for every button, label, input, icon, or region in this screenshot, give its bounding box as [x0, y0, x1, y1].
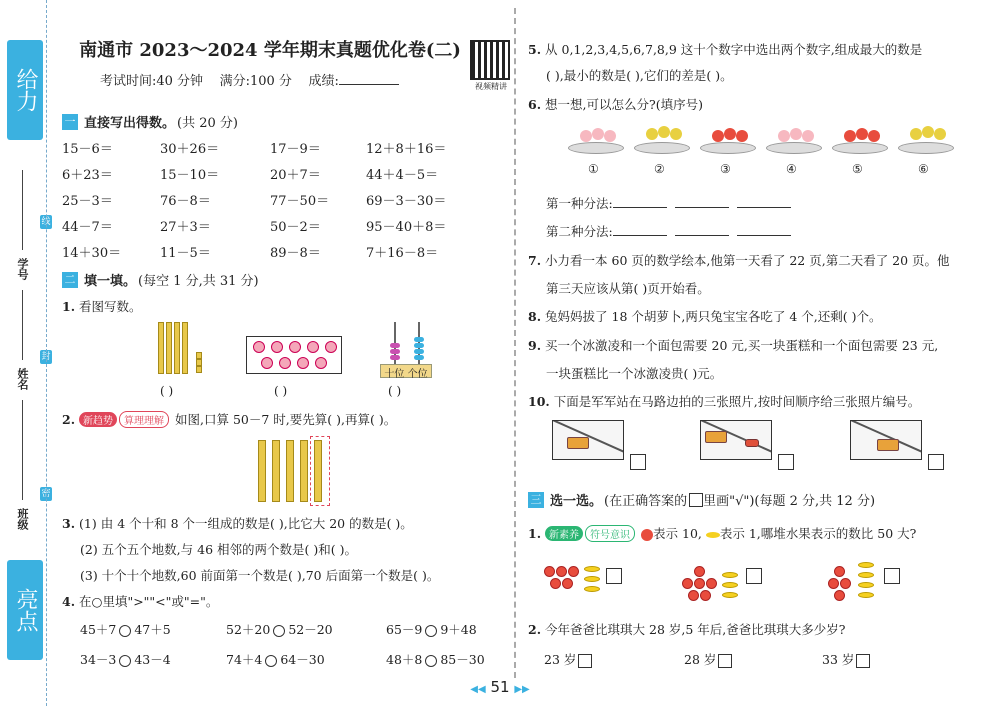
answer-box[interactable] — [746, 568, 762, 584]
peach — [604, 130, 616, 142]
calc-item[interactable]: 44＋4－5＝ — [366, 168, 439, 183]
banana-icon — [858, 592, 874, 598]
section1-header — [62, 112, 238, 131]
plate-number: ① — [588, 162, 599, 176]
method-2 — [546, 222, 799, 240]
answer-box[interactable] — [778, 454, 794, 470]
compare-left: 52＋20 — [226, 622, 271, 637]
bead — [414, 355, 424, 360]
calc-item[interactable]: 30＋26＝ — [160, 142, 220, 157]
prev-arrow-icon: ◀◀ — [470, 684, 486, 695]
option-label: 23 岁 — [544, 652, 577, 667]
compare-left: 45＋7 — [80, 622, 117, 637]
tag-new-literacy: 新素养 — [545, 526, 583, 541]
compare-circle[interactable] — [425, 625, 437, 637]
bead — [414, 337, 424, 342]
apple-icon — [834, 590, 845, 601]
calc-item[interactable]: 15－6＝ — [62, 142, 113, 157]
divider — [22, 290, 23, 360]
apple-icon — [694, 578, 705, 589]
score-label: 成绩: — [308, 74, 339, 89]
exam-time: 考试时间:40 分钟 — [100, 74, 204, 89]
question-2-2: 2. 新趋势 算理理解 如图,口算 50－7 时,要先算( ),再算( )。 — [62, 412, 397, 427]
compare-circle[interactable] — [119, 655, 131, 667]
question-7b: 第三天应该从第( )页开始看。 — [546, 281, 710, 296]
option-1[interactable] — [544, 650, 592, 668]
ten-rod — [166, 322, 172, 374]
q9-text-a: 买一个冰激凌和一个面包需要 20 元,买一块蛋糕和一个面包需要 23 元, — [545, 338, 939, 353]
q8-text: 兔妈妈拔了 18 个胡萝卜,两只兔宝宝各吃了 4 个,还剩( )个。 — [545, 309, 882, 324]
calc-item[interactable]: 44－7＝ — [62, 220, 113, 235]
q3-1-text: (1) 由 4 个十和 8 个一组成的数是( ),比它大 20 的数是( )。 — [79, 516, 413, 531]
compare-left: 74＋4 — [226, 652, 263, 667]
tag-concept: 算理理解 — [119, 411, 169, 428]
peach — [580, 130, 592, 142]
apple-icon — [694, 566, 705, 577]
question-3-2: 2. 今年爸爸比琪琪大 28 岁,5 年后,爸爸比琪琪大多少岁? — [528, 622, 846, 637]
question-10: 10. 下面是军军站在马路边拍的三张照片,按时间顺序给三张照片编号。 — [528, 394, 921, 409]
plate-number: ⑥ — [918, 162, 929, 176]
next-arrow-icon: ▶▶ — [514, 684, 530, 695]
section2-header — [62, 270, 259, 289]
student-id-label: 学号 — [16, 258, 29, 280]
section-number: 三 — [528, 492, 544, 508]
option-2[interactable] — [684, 650, 732, 668]
answer-blank[interactable]: ( ) — [274, 384, 288, 398]
section-note: (共 20 分) — [177, 116, 238, 131]
method-2-label: 第二种分法: — [546, 224, 613, 239]
pear — [646, 128, 658, 140]
pear — [922, 126, 934, 138]
bottom-tab — [7, 560, 43, 660]
compare-item — [80, 620, 171, 638]
banana-icon — [858, 582, 874, 588]
q6-text: 想一想,可以怎么分?(填序号) — [545, 97, 703, 112]
question-3-1: 1. 新素养 符号意识 表示 10, 表示 1,哪堆水果表示的数比 50 大? — [528, 526, 917, 541]
peach — [778, 130, 790, 142]
apple — [736, 130, 748, 142]
compare-right: 64－30 — [280, 652, 325, 667]
plate-number: ② — [654, 162, 665, 176]
peach — [802, 130, 814, 142]
apple-icon — [688, 590, 699, 601]
ten-rod — [272, 440, 280, 502]
divider — [22, 170, 23, 250]
bus-icon — [567, 437, 589, 449]
plate — [568, 142, 624, 154]
abacus-label: 十位 个位 — [380, 364, 432, 378]
car-icon — [745, 439, 759, 447]
tag-new-trend: 新趋势 — [79, 412, 117, 427]
apple-icon — [562, 578, 573, 589]
compare-item — [226, 620, 333, 638]
bus-icon — [705, 431, 727, 443]
unit-cube — [196, 352, 202, 359]
section-note-b: 里画"√")(每题 2 分,共 12 分) — [703, 494, 876, 509]
answer-box[interactable] — [718, 654, 732, 668]
option-label: 33 岁 — [822, 652, 855, 667]
column-divider — [514, 8, 516, 678]
bottom-tab-label: 亮点 — [13, 588, 38, 632]
calc-item[interactable]: 69－3－30＝ — [366, 194, 447, 209]
compare-item — [226, 650, 325, 668]
qr-label: 视频精讲 — [475, 82, 507, 91]
section3-header — [528, 490, 875, 509]
plate — [634, 142, 690, 154]
compare-item — [386, 620, 477, 638]
cut-mark: 密 — [41, 489, 51, 499]
q2-text: 今年爸爸比琪琪大 28 岁,5 年后,爸爸比琪琪大多少岁? — [545, 622, 846, 637]
calc-item[interactable]: 50－2＝ — [270, 220, 321, 235]
banana-icon — [858, 572, 874, 578]
cut-mark: 封 — [41, 352, 51, 362]
ten-rod — [182, 322, 188, 374]
apple-icon — [700, 590, 711, 601]
banana-icon — [722, 592, 738, 598]
plate — [832, 142, 888, 154]
compare-right: 9＋48 — [440, 622, 477, 637]
option-3[interactable] — [822, 650, 870, 668]
photo-2 — [700, 420, 772, 460]
bead — [390, 349, 400, 354]
apple-icon — [550, 578, 561, 589]
dot — [325, 341, 337, 353]
ten-rod — [286, 440, 294, 502]
calc-item[interactable]: 95－40＋8＝ — [366, 220, 447, 235]
method-1-label: 第一种分法: — [546, 196, 613, 211]
q5-text-a: 从 0,1,2,3,4,5,6,7,8,9 这十个数字中选出两个数字,组成最大的数是 — [545, 42, 923, 57]
unit-cube — [196, 366, 202, 373]
dot — [307, 341, 319, 353]
top-tab — [7, 40, 43, 140]
apple-icon — [706, 578, 717, 589]
name-label: 姓名 — [16, 368, 29, 390]
calc-item[interactable]: 76－8＝ — [160, 194, 211, 209]
peach — [592, 128, 604, 140]
dot — [315, 357, 327, 369]
top-tab-label: 给力 — [13, 68, 38, 112]
compare-circle[interactable] — [425, 655, 437, 667]
bus-icon — [877, 439, 899, 451]
divider — [22, 400, 23, 500]
page-title: 南通市 2023～2024 学年期末真题优化卷(二) — [79, 40, 461, 61]
plate — [700, 142, 756, 154]
ten-rod — [174, 322, 180, 374]
dots-figure — [246, 336, 342, 374]
photo-3 — [850, 420, 922, 460]
q10-text: 下面是军军站在马路边拍的三张照片,按时间顺序给三张照片编号。 — [553, 394, 921, 409]
banana-icon — [584, 586, 600, 592]
question-7: 7. 小力看一本 60 页的数学绘本,他第一天看了 22 页,第二天看了 20 页。他 — [528, 253, 950, 268]
question-5: 5. 从 0,1,2,3,4,5,6,7,8,9 这十个数字中选出两个数字,组成最大的数是 — [528, 42, 923, 57]
compare-right: 52－20 — [288, 622, 333, 637]
apple-icon — [544, 566, 555, 577]
apple-icon — [556, 566, 567, 577]
ten-rod — [158, 322, 164, 374]
binding-sidebar — [0, 0, 52, 706]
compare-circle[interactable] — [273, 625, 285, 637]
compare-left: 65－9 — [386, 622, 423, 637]
question-8: 8. 兔妈妈拔了 18 个胡萝卜,两只兔宝宝各吃了 4 个,还剩( )个。 — [528, 309, 882, 324]
apple — [712, 130, 724, 142]
apple-icon — [828, 578, 839, 589]
answer-blank[interactable] — [675, 196, 729, 208]
peach — [790, 128, 802, 140]
highlight-box — [310, 436, 330, 506]
ten-rod — [300, 440, 308, 502]
class-label: 班级 — [16, 508, 29, 530]
section-number: 一 — [62, 114, 78, 130]
answer-blank[interactable]: ( ) — [160, 384, 174, 398]
answer-blank[interactable] — [613, 196, 667, 208]
qr-code-icon[interactable] — [470, 40, 510, 80]
checkbox-sample — [689, 493, 703, 507]
question-2-1: 1. 看图写数。 — [62, 299, 142, 314]
bead — [390, 343, 400, 348]
section-title: 直接写出得数。 — [84, 116, 176, 131]
section-title: 填一填。 — [84, 274, 137, 289]
section-title: 选一选。 — [550, 494, 603, 509]
q1-text: 看图写数。 — [79, 299, 142, 314]
dot — [289, 341, 301, 353]
q1-text-a: 表示 10, — [653, 526, 702, 541]
calc-item[interactable]: 14＋30＝ — [62, 246, 122, 261]
pear — [910, 128, 922, 140]
banana-icon — [584, 576, 600, 582]
section-note: (每空 1 分,共 31 分) — [138, 274, 259, 289]
option-label: 28 岁 — [684, 652, 717, 667]
compare-item — [80, 650, 171, 668]
compare-right: 47＋5 — [134, 622, 171, 637]
calc-item[interactable]: 15－10＝ — [160, 168, 220, 183]
answer-box[interactable] — [856, 654, 870, 668]
dot — [297, 357, 309, 369]
answer-box[interactable] — [928, 454, 944, 470]
section-number: 二 — [62, 272, 78, 288]
answer-blank[interactable] — [613, 224, 667, 236]
calc-item[interactable]: 89－8＝ — [270, 246, 321, 261]
pear — [658, 126, 670, 138]
question-6: 6. 想一想,可以怎么分?(填序号) — [528, 97, 703, 112]
q4-text: 在○里填">""<"或"="。 — [79, 594, 219, 609]
apple-icon — [840, 578, 851, 589]
method-1 — [546, 194, 799, 212]
calc-item[interactable]: 6＋23＝ — [62, 168, 113, 183]
calc-item[interactable]: 7＋16－8＝ — [366, 246, 439, 261]
banana-icon — [858, 562, 874, 568]
calc-item[interactable]: 17－9＝ — [270, 142, 321, 157]
question-2-3c: (3) 十个十个地数,60 前面第一个数是( ),70 后面第一个数是( )。 — [80, 568, 440, 583]
photo-1 — [552, 420, 624, 460]
question-9: 9. 买一个冰激凌和一个面包需要 20 元,买一块蛋糕和一个面包需要 23 元, — [528, 338, 939, 353]
dot — [279, 357, 291, 369]
exam-info — [100, 70, 399, 89]
apple-icon — [568, 566, 579, 577]
pear — [934, 128, 946, 140]
bead — [414, 343, 424, 348]
compare-circle[interactable] — [265, 655, 277, 667]
plate-number: ④ — [786, 162, 797, 176]
calc-item[interactable]: 77－50＝ — [270, 194, 330, 209]
compare-item — [386, 650, 485, 668]
apple — [868, 130, 880, 142]
question-2-3b: (2) 五个五个地数,与 46 相邻的两个数是( )和( )。 — [80, 542, 357, 557]
answer-blank[interactable] — [737, 224, 791, 236]
banana-icon — [722, 582, 738, 588]
compare-right: 43－4 — [134, 652, 171, 667]
compare-right: 85－30 — [440, 652, 485, 667]
compare-circle[interactable] — [119, 625, 131, 637]
calc-item[interactable]: 20＋7＝ — [270, 168, 321, 183]
answer-box[interactable] — [578, 654, 592, 668]
tag-symbol: 符号意识 — [585, 525, 635, 542]
q2-text: 如图,口算 50－7 时,要先算( ),再算( )。 — [175, 412, 397, 427]
calc-item[interactable]: 25－3＝ — [62, 194, 113, 209]
answer-blank[interactable]: ( ) — [388, 384, 402, 398]
banana-icon — [706, 532, 720, 538]
apple — [724, 128, 736, 140]
dot — [253, 341, 265, 353]
apple-icon — [682, 578, 693, 589]
section-note-a: (在正确答案的 — [604, 494, 688, 509]
question-2-3a: 3. (1) 由 4 个十和 8 个一组成的数是( ),比它大 20 的数是( )。 — [62, 516, 413, 531]
answer-box[interactable] — [630, 454, 646, 470]
answer-blank[interactable] — [675, 224, 729, 236]
dot — [261, 357, 273, 369]
apple-icon — [641, 529, 653, 541]
plate — [766, 142, 822, 154]
exam-total: 满分:100 分 — [219, 74, 292, 89]
bead — [390, 355, 400, 360]
answer-blank[interactable] — [737, 196, 791, 208]
apple — [844, 130, 856, 142]
page-footer — [0, 678, 1000, 696]
calc-item[interactable]: 12＋8＋16＝ — [366, 142, 447, 157]
answer-box[interactable] — [884, 568, 900, 584]
banana-icon — [584, 566, 600, 572]
calc-item[interactable]: 27＋3＝ — [160, 220, 211, 235]
apple — [856, 128, 868, 140]
cut-mark: 线 — [41, 217, 51, 227]
compare-left: 48＋8 — [386, 652, 423, 667]
plate-number: ⑤ — [852, 162, 863, 176]
compare-left: 34－3 — [80, 652, 117, 667]
question-9b: 一块蛋糕比一个冰激凌贵( )元。 — [546, 366, 723, 381]
cut-line — [46, 0, 47, 706]
q7-text-a: 小力看一本 60 页的数学绘本,他第一天看了 22 页,第二天看了 20 页。他 — [545, 253, 950, 268]
question-5b: ( ),最小的数是( ),它们的差是( )。 — [546, 68, 733, 83]
page-number: 51 — [490, 678, 510, 696]
dot — [271, 341, 283, 353]
bead — [414, 349, 424, 354]
calc-item[interactable]: 11－5＝ — [160, 246, 211, 261]
question-2-4: 4. 在○里填">""<"或"="。 — [62, 594, 219, 609]
plate-number: ③ — [720, 162, 731, 176]
score-blank[interactable] — [339, 73, 399, 85]
banana-icon — [722, 572, 738, 578]
q1-text-b: 表示 1,哪堆水果表示的数比 50 大? — [719, 526, 917, 541]
pear — [670, 128, 682, 140]
plate — [898, 142, 954, 154]
answer-box[interactable] — [606, 568, 622, 584]
unit-cube — [196, 359, 202, 366]
apple-icon — [834, 566, 845, 577]
ten-rod — [258, 440, 266, 502]
